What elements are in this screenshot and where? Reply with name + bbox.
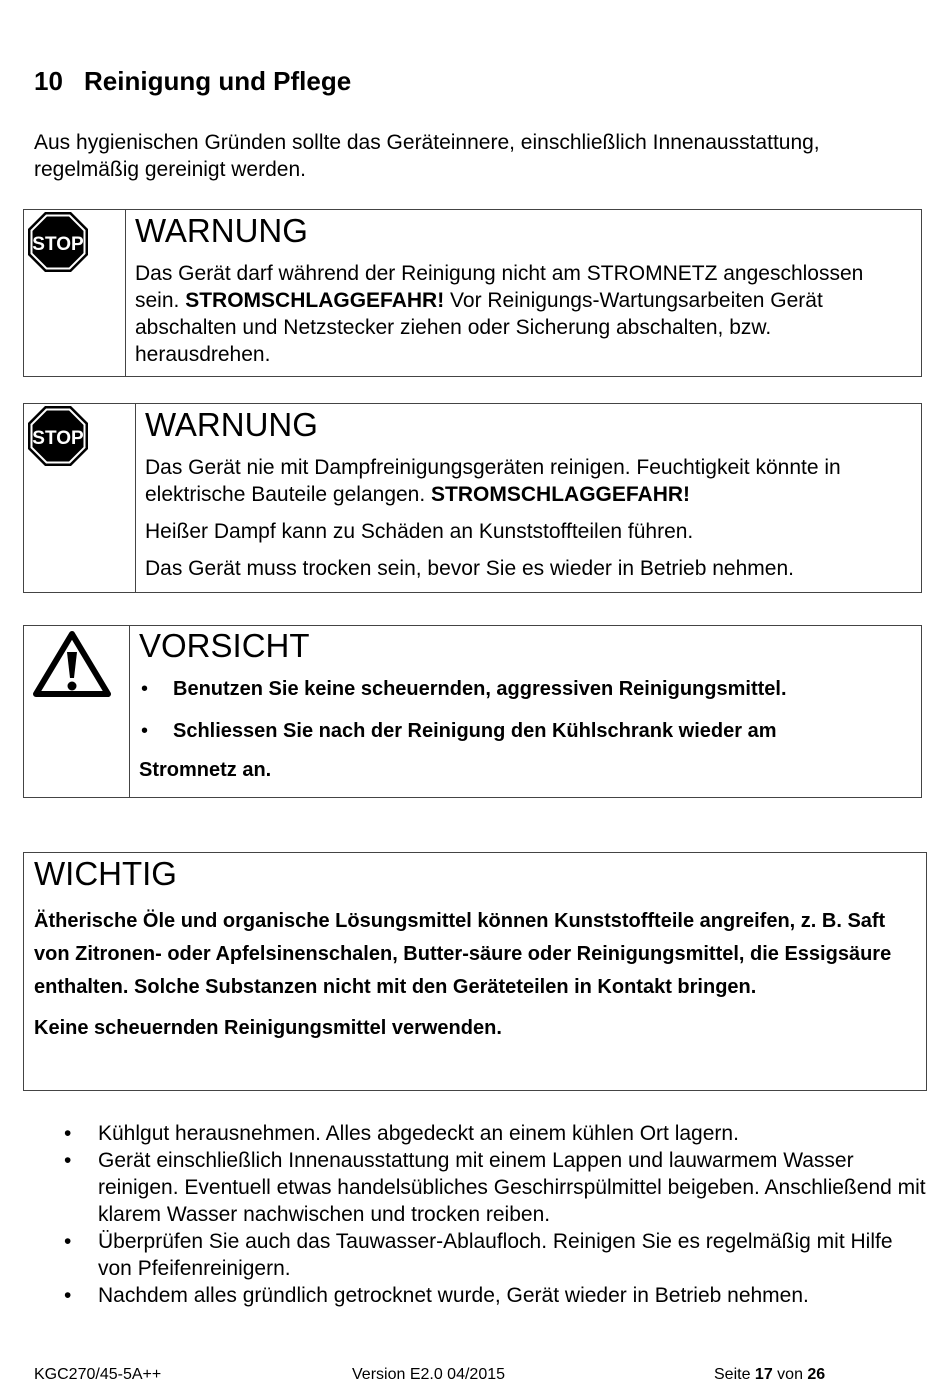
footer-page-current: 17 (754, 1366, 773, 1383)
important-text: Ätherische Öle und organische Lösungsmittel können Kunststoffteile angreifen, z. B. Saft von Zitronen- oder Apfelsinenschalen, Butter-säure oder Reinigungsmittel, die Essigsäure enthalten. Solche Substanzen nicht mit den Geräteteilen in Kontakt bringen. (34, 910, 892, 998)
warning-text (135, 260, 911, 368)
caution-bullet-continuation: Stromnetz an. (139, 759, 272, 781)
intro-paragraph: Aus hygienischen Gründen sollte das Geräteinnere, einschließlich Innenausstattung, regelmäßig gereinigt werden. (34, 131, 820, 181)
footer-model: KGC270/45-5A++ (34, 1366, 162, 1383)
caution-title: VORSICHT (139, 627, 310, 664)
caution-bullet: • Schliessen Sie nach der Reinigung den Kühlschrank wieder am (139, 718, 911, 744)
stop-sign-icon (26, 210, 90, 274)
warning-content (125, 210, 921, 376)
warning-triangle-icon (32, 628, 112, 700)
warning-box-1 (23, 209, 922, 377)
cleaning-steps-list (60, 1120, 930, 1309)
warning-title: WARNUNG (135, 212, 308, 249)
list-item: • Kühlgut herausnehmen. Alles abgedeckt an einem kühlen Ort lagern. (60, 1120, 930, 1147)
warning-text-part: Das Gerät darf während der Reinigung nicht am STROMNETZ angeschlossen sein. (135, 262, 864, 312)
caution-bullet: • Benutzen Sie keine scheuernden, aggressiven Reinigungsmittel. (139, 676, 911, 702)
footer-page-number (714, 1366, 825, 1384)
stop-sign-text: STOP (32, 234, 84, 255)
warning-danger-label: STROMSCHLAGGEFAHR! (431, 483, 691, 506)
footer-version: Version E2.0 04/2015 (352, 1366, 506, 1383)
caution-box (23, 625, 922, 798)
stop-sign-text: STOP (32, 428, 84, 449)
warning-text-line: Das Gerät muss trocken sein, bevor Sie es wieder in Betrieb nehmen. (145, 557, 794, 580)
footer-page-mid: von (772, 1366, 808, 1383)
stop-sign-icon (26, 404, 90, 468)
section-heading (34, 66, 351, 97)
caution-content (129, 626, 921, 797)
list-item: • Gerät einschließlich Innenausstattung mit einem Lappen und lauwarmem Wasser reinigen. Eventuell etwas handelsübliches Geschirrspülmittel beigeben. Anschließend mit klarem Wasser nachwischen und trocken reiben. (60, 1147, 930, 1228)
section-number: 10 (34, 66, 63, 96)
footer-page-prefix: Seite (714, 1366, 755, 1383)
warning-danger-label: STROMSCHLAGGEFAHR! (185, 289, 445, 312)
list-item: • Überprüfen Sie auch das Tauwasser-Ablaufloch. Reinigen Sie es regelmäßig mit Hilfe von Pfeifenreinigern. (60, 1228, 930, 1282)
warning-title: WARNUNG (145, 406, 318, 443)
warning-icon-cell (24, 210, 126, 376)
warning-content (135, 404, 921, 592)
warning-text (145, 454, 911, 508)
section-title: Reinigung und Pflege (84, 66, 352, 96)
footer-page-total: 26 (807, 1366, 826, 1383)
warning-icon-cell (24, 404, 136, 592)
warning-box-2 (23, 403, 922, 593)
caution-icon-cell (24, 626, 130, 797)
warning-text-line: Heißer Dampf kann zu Schäden an Kunststoffteilen führen. (145, 520, 694, 543)
list-item: • Nachdem alles gründlich getrocknet wurde, Gerät wieder in Betrieb nehmen. (60, 1282, 930, 1309)
important-box (23, 852, 927, 1091)
important-title: WICHTIG (34, 855, 177, 892)
important-text: Keine scheuernden Reinigungsmittel verwenden. (34, 1017, 502, 1039)
warning-text-part: Das Gerät nie mit Dampfreinigungsgeräten reinigen. Feuchtigkeit könnte in elektrische Bauteile gelangen. (145, 456, 841, 506)
warning-text-part: Vor Reinigungs-Wartungsarbeiten Gerät abschalten und Netzstecker ziehen oder Sicherung abschalten, bzw. herausdrehen. (135, 289, 823, 366)
